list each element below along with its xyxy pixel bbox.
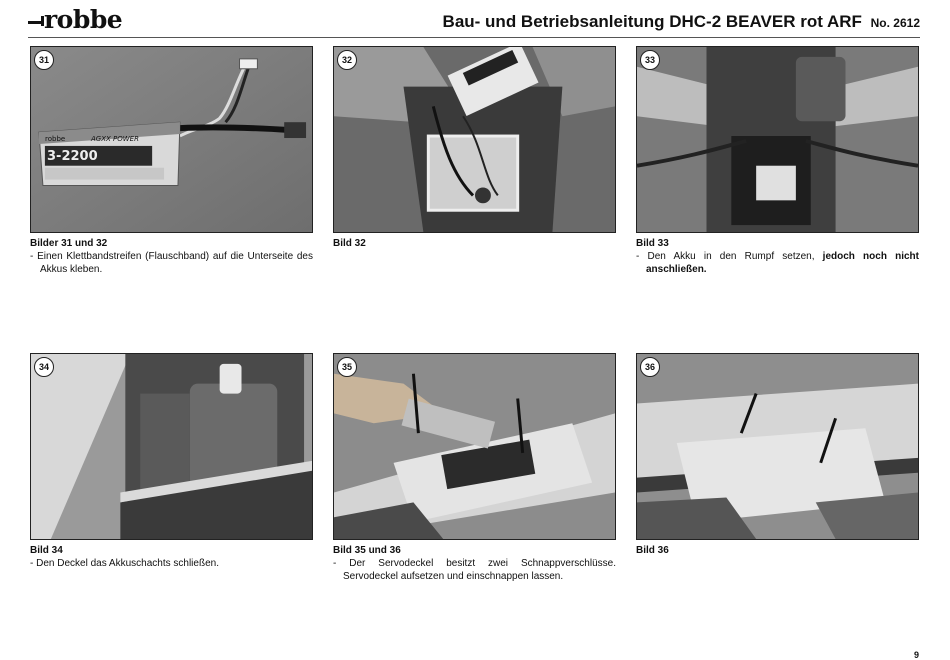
caption-text (636, 250, 919, 276)
caption-heading: Bild 35 und 36 (333, 545, 401, 556)
bay-cover-photo-image (31, 354, 312, 539)
photo-number-badge: 34 (34, 357, 54, 377)
photo-number-badge: 35 (337, 357, 357, 377)
servo-cover-closed-photo-image (637, 354, 918, 539)
photo-33 (636, 46, 919, 233)
caption-33 (636, 237, 919, 276)
battery-photo-image (31, 47, 312, 232)
photo-31 (30, 46, 313, 233)
robbe-logo (28, 6, 122, 34)
battery-bay-photo-image (334, 47, 615, 232)
caption-heading: Bild 32 (333, 238, 366, 249)
header-divider (28, 37, 920, 38)
photo-35 (333, 353, 616, 540)
battery-label-series: AGXX POWER (91, 135, 139, 143)
caption-32 (333, 237, 616, 250)
photo-36 (636, 353, 919, 540)
photo-number-badge: 32 (337, 50, 357, 70)
caption-heading: Bild 34 (30, 545, 63, 556)
caption-text: - Einen Klettbandstreifen (Flauschband) auf die Unterseite des Akkus kleben. (30, 251, 313, 275)
photo-number-badge: 31 (34, 50, 54, 70)
caption-heading: Bild 33 (636, 238, 669, 249)
photo-number-badge: 33 (640, 50, 660, 70)
caption-heading: Bilder 31 und 32 (30, 238, 108, 249)
photo-number-badge: 36 (640, 357, 660, 377)
servo-cover-photo-image (334, 354, 615, 539)
logo-mark-icon (28, 21, 42, 24)
product-number: No. 2612 (870, 16, 920, 30)
title-text: Bau- und Betriebsanleitung DHC-2 BEAVER rot ARF (442, 12, 862, 31)
caption-text: - Der Servodeckel besitzt zwei Schnappverschlüsse. Servodeckel aufsetzen und einschnappen lassen. (333, 558, 616, 582)
battery-installed-photo-image (637, 47, 918, 232)
caption-text-bold: jedoch noch nicht anschließen. (646, 251, 919, 275)
caption-36 (636, 544, 919, 557)
caption-text: - Den Deckel das Akkuschachts schließen. (30, 558, 219, 569)
caption-34 (30, 544, 313, 570)
battery-label-brand: robbe (45, 135, 66, 143)
photo-32 (333, 46, 616, 233)
battery-label-spec: 3-2200 (47, 149, 98, 164)
caption-31-32 (30, 237, 313, 276)
caption-35-36 (333, 544, 616, 583)
caption-text-normal: - Den Akku in den Rumpf setzen, (636, 251, 823, 262)
photo-34 (30, 353, 313, 540)
logo-text: robbe (44, 5, 123, 34)
caption-heading: Bild 36 (636, 545, 669, 556)
page-title (443, 12, 920, 32)
page-number: 9 (913, 650, 919, 660)
